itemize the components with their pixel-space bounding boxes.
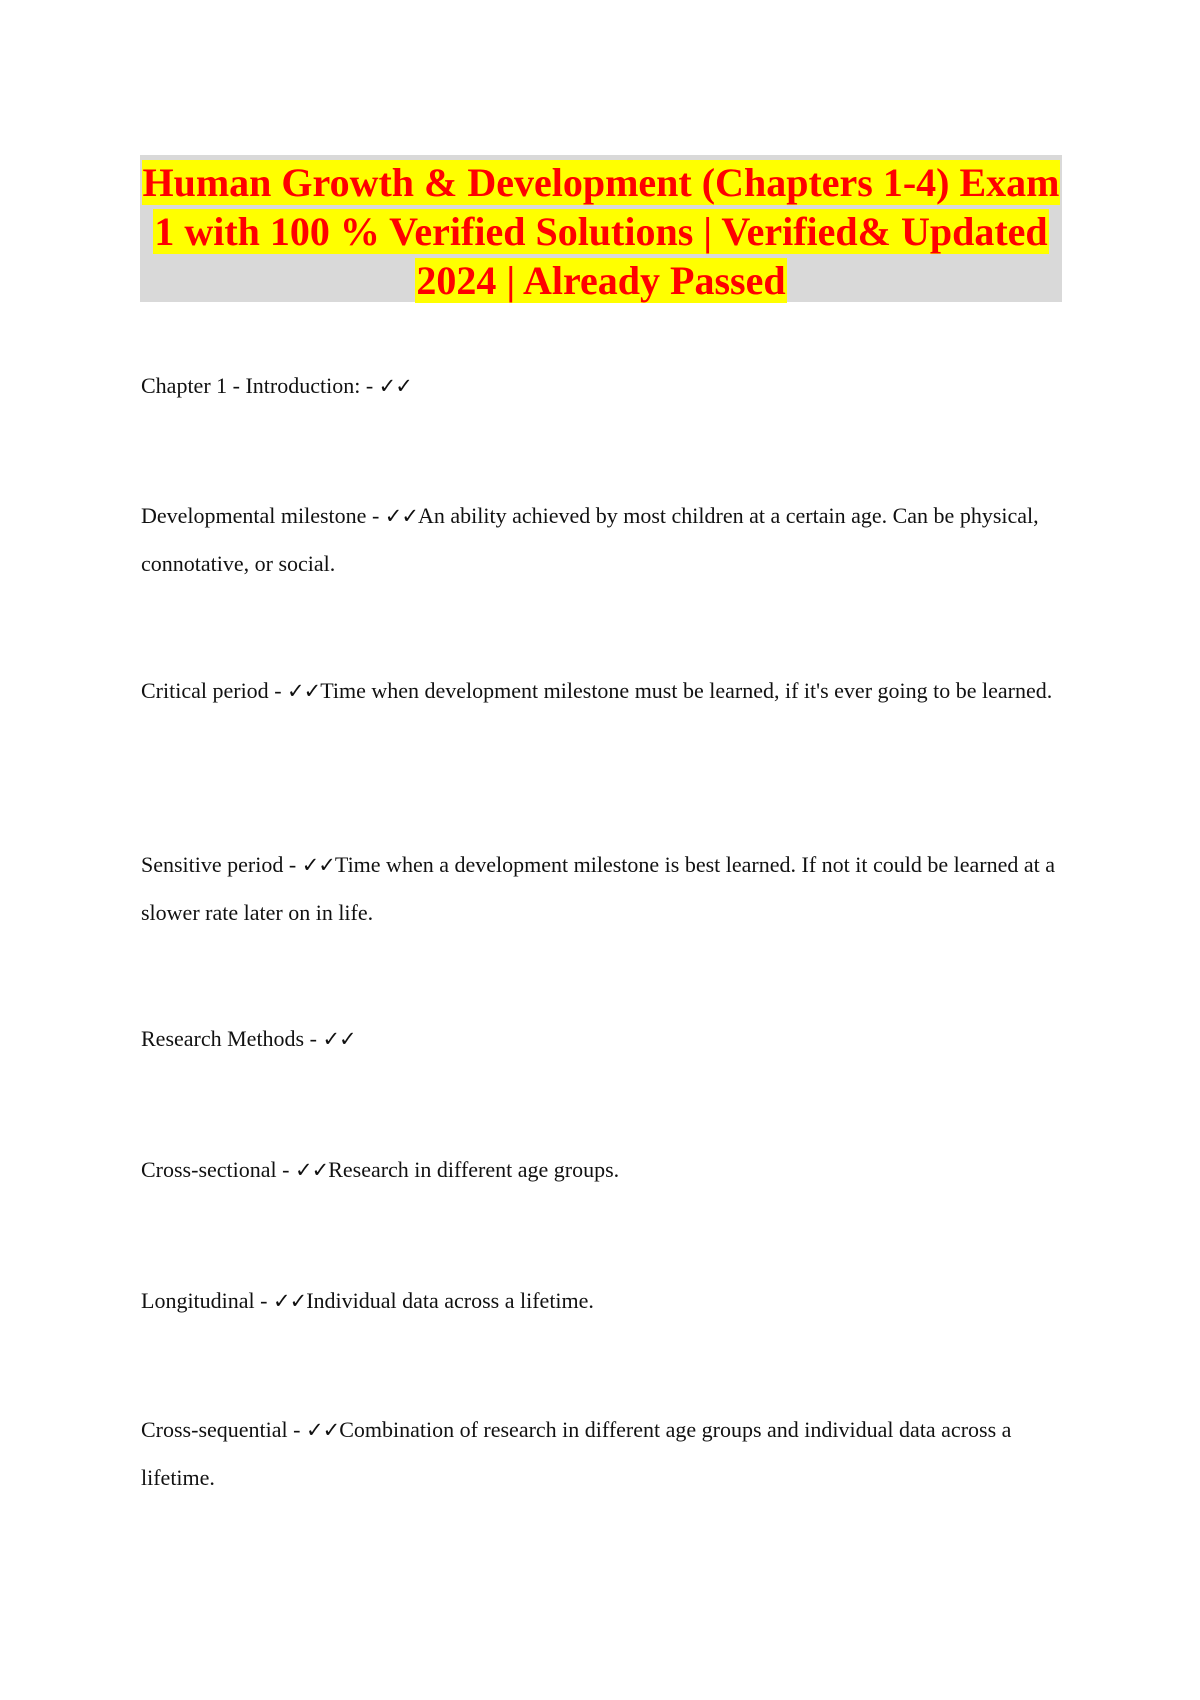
entry-definition: An ability achieved by most children at a certain age. Can be physical, connotative, or social. xyxy=(141,503,1039,576)
entry-research-methods xyxy=(141,1015,1061,1063)
document-title xyxy=(140,158,1062,305)
entry-separator: - xyxy=(304,1026,323,1051)
title-banner xyxy=(140,155,1062,302)
entry-separator: - xyxy=(360,373,379,398)
entry-separator: - xyxy=(268,678,288,703)
entry-term: Research Methods xyxy=(141,1026,305,1051)
entry-term: Cross-sequential xyxy=(141,1417,288,1442)
double-check-icon: ✓✓ xyxy=(272,1289,307,1313)
entry-separator: - xyxy=(254,1288,273,1313)
entry-term: Critical period xyxy=(141,678,269,703)
entry-separator: - xyxy=(366,503,385,528)
entry-separator: - xyxy=(287,1417,306,1442)
double-check-icon: ✓✓ xyxy=(305,1418,340,1442)
entry-term: Chapter 1 - Introduction: xyxy=(141,373,361,398)
entry-separator: - xyxy=(276,1157,295,1182)
entry-sensitive-period xyxy=(141,841,1061,937)
double-check-icon: ✓✓ xyxy=(378,374,412,398)
entry-term: Sensitive period xyxy=(141,852,284,877)
entry-definition: Individual data across a lifetime. xyxy=(306,1288,594,1313)
entry-term: Longitudinal xyxy=(141,1288,255,1313)
entry-term: Cross-sectional xyxy=(141,1157,277,1182)
double-check-icon: ✓✓ xyxy=(301,853,335,877)
entry-definition: Combination of research in different age groups and individual data across a lifetime. xyxy=(141,1417,1012,1490)
double-check-icon: ✓✓ xyxy=(294,1158,329,1182)
entry-developmental-milestone xyxy=(141,492,1061,588)
double-check-icon: ✓✓ xyxy=(287,679,321,703)
title-highlight: Human Growth & Development (Chapters 1-4) Exam 1 with 100 % Verified Solutions | Verified& Updated 2024 | Already Passed xyxy=(142,160,1060,303)
entry-longitudinal xyxy=(141,1277,1061,1325)
entry-term: Developmental milestone xyxy=(141,503,367,528)
entry-chapter-1-introduction xyxy=(141,362,1061,410)
entry-definition: Time when development milestone must be learned, if it's ever going to be learned. xyxy=(320,678,1053,703)
entry-separator: - xyxy=(283,852,302,877)
double-check-icon: ✓✓ xyxy=(322,1027,356,1051)
entry-definition: Research in different age groups. xyxy=(328,1157,620,1182)
entry-definition: Time when a development milestone is best learned. If not it could be learned at a slower rate later on in life. xyxy=(141,852,1055,925)
entry-critical-period xyxy=(141,667,1061,715)
entry-cross-sectional xyxy=(141,1146,1061,1194)
entry-cross-sequential xyxy=(141,1406,1061,1502)
double-check-icon: ✓✓ xyxy=(384,504,418,528)
